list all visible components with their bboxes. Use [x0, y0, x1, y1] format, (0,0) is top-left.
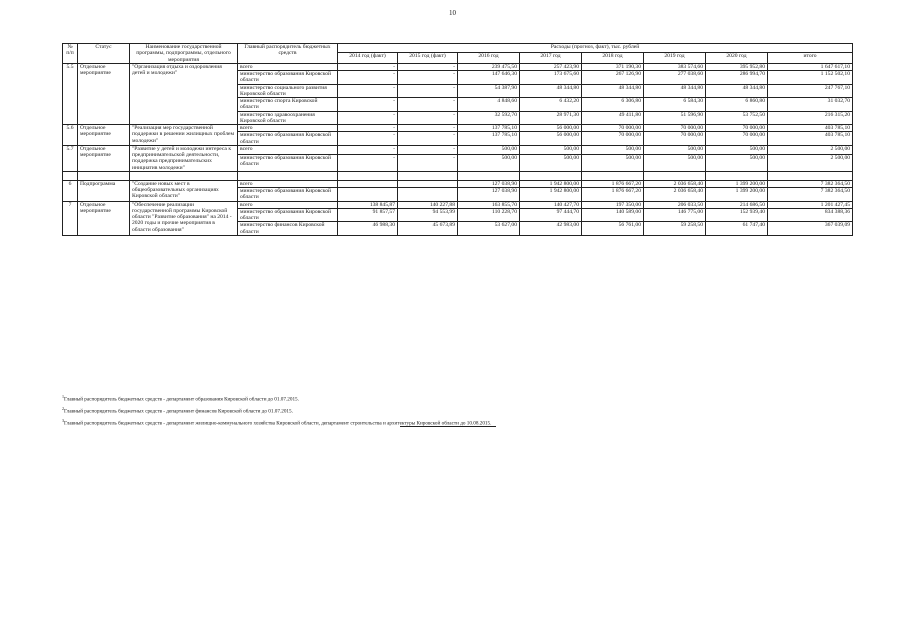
amount-cell: 1 399 200,00	[706, 180, 768, 187]
manager-cell: всего	[238, 180, 338, 187]
col-expenses-header: Расходы (прогноз, факт), тыс. рублей	[338, 44, 853, 53]
amount-cell: 91 857,57	[338, 208, 398, 222]
amount-cell: 31 032,70	[768, 98, 853, 112]
amount-cell: 48 344,80	[706, 84, 768, 98]
amount-cell: -	[398, 71, 458, 85]
amount-cell: 48 344,80	[582, 84, 644, 98]
amount-cell: 267 126,90	[582, 71, 644, 85]
amount-cell: 70 000,00	[706, 132, 768, 146]
status-cell: Отдельное мероприятие	[78, 201, 130, 235]
page-number: 10	[449, 9, 456, 17]
table-row	[63, 180, 853, 187]
spacer-cell	[582, 171, 644, 180]
amount-cell: 500,00	[582, 154, 644, 171]
amount-cell: 48 344,80	[644, 84, 706, 98]
amount-cell: 6 306,80	[582, 98, 644, 112]
amount-cell: 7 382 364,50	[768, 180, 853, 187]
amount-cell: 70 000,00	[582, 125, 644, 132]
amount-cell: 2 500,00	[768, 154, 853, 171]
amount-cell: 137 785,10	[458, 125, 520, 132]
amount-cell: 6 432,20	[520, 98, 582, 112]
year-header-cell: 2019 год	[644, 52, 706, 63]
amount-cell: 2 036 658,40	[644, 188, 706, 202]
amount-cell: 97 444,70	[520, 208, 582, 222]
amount-cell: -	[398, 125, 458, 132]
amount-cell: 500,00	[644, 145, 706, 154]
footnote-text: Главный распорядитель бюджетных средств - департамент образования Кировской области до 01.07.2015.	[64, 396, 299, 403]
amount-cell: 500,00	[706, 154, 768, 171]
amount-cell: 403 785,10	[768, 125, 853, 132]
amount-cell: 500,00	[520, 145, 582, 154]
header-row	[63, 44, 853, 53]
amount-cell: 367 039,09	[768, 222, 853, 236]
status-cell: Отдельное мероприятие	[78, 145, 130, 171]
amount-cell: 247 767,10	[768, 84, 853, 98]
amount-cell: 197 350,00	[582, 201, 644, 208]
amount-cell: 173 675,60	[520, 71, 582, 85]
amount-cell: 1 942 800,00	[520, 180, 582, 187]
end-rule	[400, 426, 496, 427]
amount-cell: 1 152 502,10	[768, 71, 853, 85]
amount-cell: -	[338, 71, 398, 85]
amount-cell: 56 761,00	[582, 222, 644, 236]
amount-cell	[338, 188, 398, 202]
amount-cell: 6 860,80	[706, 98, 768, 112]
table-row	[63, 145, 853, 154]
amount-cell: 206 033,50	[644, 201, 706, 208]
amount-cell: 1 876 667,20	[582, 180, 644, 187]
year-header-cell: 2016 год	[458, 52, 520, 63]
amount-cell: 70 000,00	[582, 132, 644, 146]
amount-cell: -	[338, 125, 398, 132]
spacer-row	[63, 171, 853, 180]
year-header-cell: 2018 год	[582, 52, 644, 63]
manager-cell: министерство образования Кировской области	[238, 132, 338, 146]
amount-cell: 4 848,60	[458, 98, 520, 112]
amount-cell: 70 000,00	[706, 125, 768, 132]
row-number-cell: 5.7	[63, 145, 78, 171]
spacer-cell	[458, 171, 520, 180]
spacer-cell	[398, 171, 458, 180]
amount-cell: -	[338, 63, 398, 70]
amount-cell: 1 201 427,45	[768, 201, 853, 208]
spacer-cell	[706, 171, 768, 180]
amount-cell: 32 592,70	[458, 111, 520, 125]
amount-cell: 834 388,36	[768, 208, 853, 222]
amount-cell: 1 876 667,20	[582, 188, 644, 202]
amount-cell: 94 553,99	[398, 208, 458, 222]
amount-cell: 7 382 364,50	[768, 188, 853, 202]
amount-cell: 286 994,70	[706, 71, 768, 85]
manager-cell: всего	[238, 125, 338, 132]
col-name-header: Наименование государственной программы, подпрограммы, отдельного мероприятия	[130, 44, 238, 64]
program-name-cell: "Реализация мер государственной поддержки в решении жилищных проблем молодежи"	[130, 125, 238, 146]
amount-cell: -	[338, 132, 398, 146]
amount-cell: 53 752,50	[706, 111, 768, 125]
amount-cell: 127 038,90	[458, 188, 520, 202]
amount-cell: 70 000,00	[644, 132, 706, 146]
amount-cell: -	[338, 145, 398, 154]
amount-cell: 46 988,30	[338, 222, 398, 236]
amount-cell: 147 646,30	[458, 71, 520, 85]
amount-cell: 239 475,50	[458, 63, 520, 70]
program-name-cell: "Обеспечение реализации государственной программы Кировской области "Развитие образования" на 2014 - 2020 годы и прочие мероприятия в области образования"	[130, 201, 238, 235]
amount-cell: 500,00	[644, 154, 706, 171]
amount-cell: 54 387,90	[458, 84, 520, 98]
amount-cell	[398, 180, 458, 187]
amount-cell: 1 942 800,00	[520, 188, 582, 202]
manager-cell: министерство финансов Кировской области	[238, 222, 338, 236]
manager-cell: министерство спорта Кировской области	[238, 98, 338, 112]
amount-cell: 2 500,00	[768, 145, 853, 154]
row-number-cell: 6	[63, 180, 78, 201]
spacer-cell	[338, 171, 398, 180]
year-header-cell: 2017 год	[520, 52, 582, 63]
budget-table	[62, 43, 853, 236]
footnote	[62, 395, 852, 403]
amount-cell: 45 673,89	[398, 222, 458, 236]
amount-cell: -	[398, 111, 458, 125]
amount-cell: 1 399 200,00	[706, 188, 768, 202]
footnote-text: Главный распорядитель бюджетных средств - департамент финансов Кировской области до 01.07.2015.	[64, 408, 293, 415]
spacer-cell	[644, 171, 706, 180]
amount-cell: 216 315,20	[768, 111, 853, 125]
status-cell: Отдельное мероприятие	[78, 125, 130, 146]
year-header-cell: 2014 год (факт)	[338, 52, 398, 63]
amount-cell: 1 647 617,10	[768, 63, 853, 70]
amount-cell: 403 785,10	[768, 132, 853, 146]
manager-cell: министерство образования Кировской области	[238, 188, 338, 202]
manager-cell: всего	[238, 63, 338, 70]
spacer-cell	[238, 171, 338, 180]
amount-cell: 500,00	[458, 154, 520, 171]
spacer-cell	[520, 171, 582, 180]
status-cell: Отдельное мероприятие	[78, 63, 130, 124]
amount-cell: -	[398, 132, 458, 146]
amount-cell: -	[338, 84, 398, 98]
amount-cell: 56 000,00	[520, 132, 582, 146]
amount-cell: 500,00	[582, 145, 644, 154]
amount-cell: -	[398, 63, 458, 70]
amount-cell: 28 971,30	[520, 111, 582, 125]
amount-cell: -	[338, 111, 398, 125]
amount-cell: 163 855,70	[458, 201, 520, 208]
amount-cell: 51 596,90	[644, 111, 706, 125]
amount-cell: 59 258,50	[644, 222, 706, 236]
amount-cell: 70 000,00	[644, 125, 706, 132]
amount-cell: 257 423,90	[520, 63, 582, 70]
amount-cell: 500,00	[458, 145, 520, 154]
amount-cell: 214 686,50	[706, 201, 768, 208]
amount-cell: -	[338, 154, 398, 171]
footnote-mark: 3	[62, 417, 64, 423]
amount-cell: 152 939,40	[706, 208, 768, 222]
row-number-cell: 7	[63, 201, 78, 235]
amount-cell: 6 584,30	[644, 98, 706, 112]
spacer-cell	[130, 171, 238, 180]
amount-cell: 383 574,60	[644, 63, 706, 70]
amount-cell: -	[398, 154, 458, 171]
amount-cell	[398, 188, 458, 202]
row-number-cell: 5.5	[63, 63, 78, 124]
col-no-header: № п/п	[63, 44, 78, 64]
amount-cell: 140 227,88	[398, 201, 458, 208]
amount-cell: 127 038,90	[458, 180, 520, 187]
manager-cell: министерство социального развития Кировской области	[238, 84, 338, 98]
amount-cell: 371 190,30	[582, 63, 644, 70]
table-row	[63, 63, 853, 70]
spacer-cell	[78, 171, 130, 180]
manager-cell: министерство образования Кировской области	[238, 71, 338, 85]
amount-cell: 140 427,70	[520, 201, 582, 208]
amount-cell: -	[398, 145, 458, 154]
budget-body	[63, 63, 853, 235]
col-status-header: Статус	[78, 44, 130, 64]
amount-cell: 395 952,80	[706, 63, 768, 70]
table-row	[63, 201, 853, 208]
amount-cell: 49 411,80	[582, 111, 644, 125]
manager-cell: всего	[238, 145, 338, 154]
amount-cell: -	[338, 98, 398, 112]
footnote-mark: 1	[62, 394, 64, 399]
manager-cell: всего	[238, 201, 338, 208]
year-header-cell: итого	[768, 52, 853, 63]
manager-cell: министерство здравоохранения Кировской области	[238, 111, 338, 125]
row-number-cell: 5.6	[63, 125, 78, 146]
amount-cell: -	[398, 84, 458, 98]
program-name-cell: "Развитие у детей и молодежи интереса к предпринимательской деятельности, поддержка предпринимательских инициатив молодежи"	[130, 145, 238, 171]
amount-cell: 146 775,00	[644, 208, 706, 222]
amount-cell: 138 845,87	[338, 201, 398, 208]
amount-cell: 277 038,60	[644, 71, 706, 85]
year-header-cell: 2015 год (факт)	[398, 52, 458, 63]
footnote-mark: 2	[62, 405, 64, 411]
amount-cell: 140 589,00	[582, 208, 644, 222]
program-name-cell: "Создание новых мест в общеобразовательных организациях Кировской области"	[130, 180, 238, 201]
manager-cell: министерство образования Кировской области	[238, 154, 338, 171]
amount-cell: 42 983,00	[520, 222, 582, 236]
amount-cell: 137 785,10	[458, 132, 520, 146]
amount-cell: 48 344,80	[520, 84, 582, 98]
amount-cell: 110 228,70	[458, 208, 520, 222]
year-header-cell: 2020 год	[706, 52, 768, 63]
footnote	[62, 407, 852, 415]
footnote-text: Главный распорядитель бюджетных средств - департамент жилищно-коммунального хозяйства Кировской области, департамент строительства и архитектуры Кировской области до 10.08.2015.	[64, 420, 492, 427]
amount-cell: -	[398, 98, 458, 112]
amount-cell: 500,00	[520, 154, 582, 171]
program-name-cell: "Организация отдыха и оздоровления детей и молодежи"	[130, 63, 238, 124]
spacer-cell	[63, 171, 78, 180]
amount-cell: 56 000,00	[520, 125, 582, 132]
status-cell: Подпрограмма	[78, 180, 130, 201]
amount-cell: 500,00	[706, 145, 768, 154]
spacer-cell	[768, 171, 853, 180]
amount-cell: 61 747,40	[706, 222, 768, 236]
amount-cell	[338, 180, 398, 187]
amount-cell: 2 036 658,40	[644, 180, 706, 187]
col-manager-header: Главный распорядитель бюджетных средств	[238, 44, 338, 64]
amount-cell: 53 627,00	[458, 222, 520, 236]
manager-cell: министерство образования Кировской области	[238, 208, 338, 222]
table-row	[63, 125, 853, 132]
